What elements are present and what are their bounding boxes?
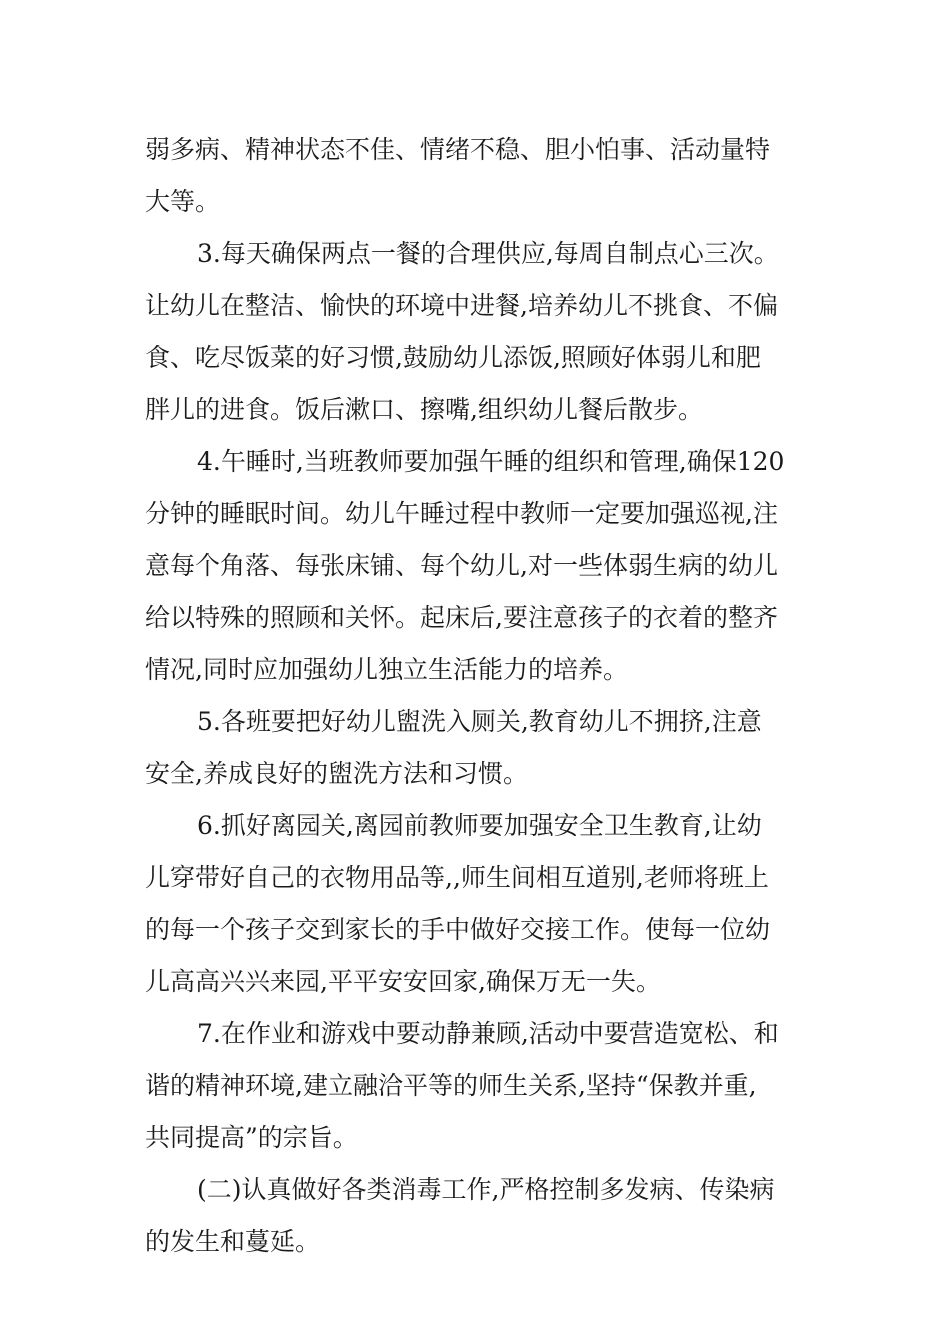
- paragraph-start: 4.午睡时,当班教师要加强午睡的组织和管理,确保120: [197, 447, 785, 476]
- text-line: 胖儿的进食。饭后漱口、擦嘴,组织幼儿餐后散步。: [145, 395, 703, 424]
- paragraph-start: (二)认真做好各类消毒工作,严格控制多发病、传染病: [197, 1175, 775, 1204]
- text-line: 儿穿带好自己的衣物用品等,,师生间相互道别,老师将班上: [145, 863, 769, 892]
- text-line: 意每个角落、每张床铺、每个幼儿,对一些体弱生病的幼儿: [145, 551, 778, 580]
- text-line: 的每一个孩子交到家长的手中做好交接工作。使每一位幼: [145, 915, 771, 944]
- text-line: 儿高高兴兴来园,平平安安回家,确保万无一失。: [145, 967, 661, 996]
- text-line: 情况,同时应加强幼儿独立生活能力的培养。: [145, 655, 628, 684]
- text-line: 共同提高”的宗旨。: [145, 1123, 358, 1152]
- text-line: 安全,养成良好的盥洗方法和习惯。: [145, 759, 528, 788]
- text-line: 分钟的睡眠时间。幼儿午睡过程中教师一定要加强巡视,注: [145, 499, 778, 528]
- paragraph-start: 7.在作业和游戏中要动静兼顾,活动中要营造宽松、和: [197, 1019, 779, 1048]
- text-line: 的发生和蔓延。: [145, 1227, 321, 1256]
- text-line: 让幼儿在整洁、愉快的环境中进餐,培养幼儿不挑食、不偏: [145, 291, 778, 320]
- paragraph-start: 6.抓好离园关,离园前教师要加强安全卫生教育,让幼: [197, 811, 762, 840]
- text-line: 食、吃尽饭菜的好习惯,鼓励幼儿添饭,照顾好体弱儿和肥: [145, 343, 761, 372]
- text-line: 谐的精神环境,建立融洽平等的师生关系,坚持“保教并重,: [145, 1071, 757, 1100]
- text-line: 大等。: [145, 187, 221, 216]
- text-line: 给以特殊的照顾和关怀。起床后,要注意孩子的衣着的整齐: [145, 603, 778, 632]
- paragraph-start: 3.每天确保两点一餐的合理供应,每周自制点心三次。: [197, 239, 779, 268]
- text-line: 弱多病、精神状态不佳、情绪不稳、胆小怕事、活动量特: [145, 135, 771, 164]
- paragraph-start: 5.各班要把好幼儿盥洗入厕关,教育幼儿不拥挤,注意: [197, 707, 762, 736]
